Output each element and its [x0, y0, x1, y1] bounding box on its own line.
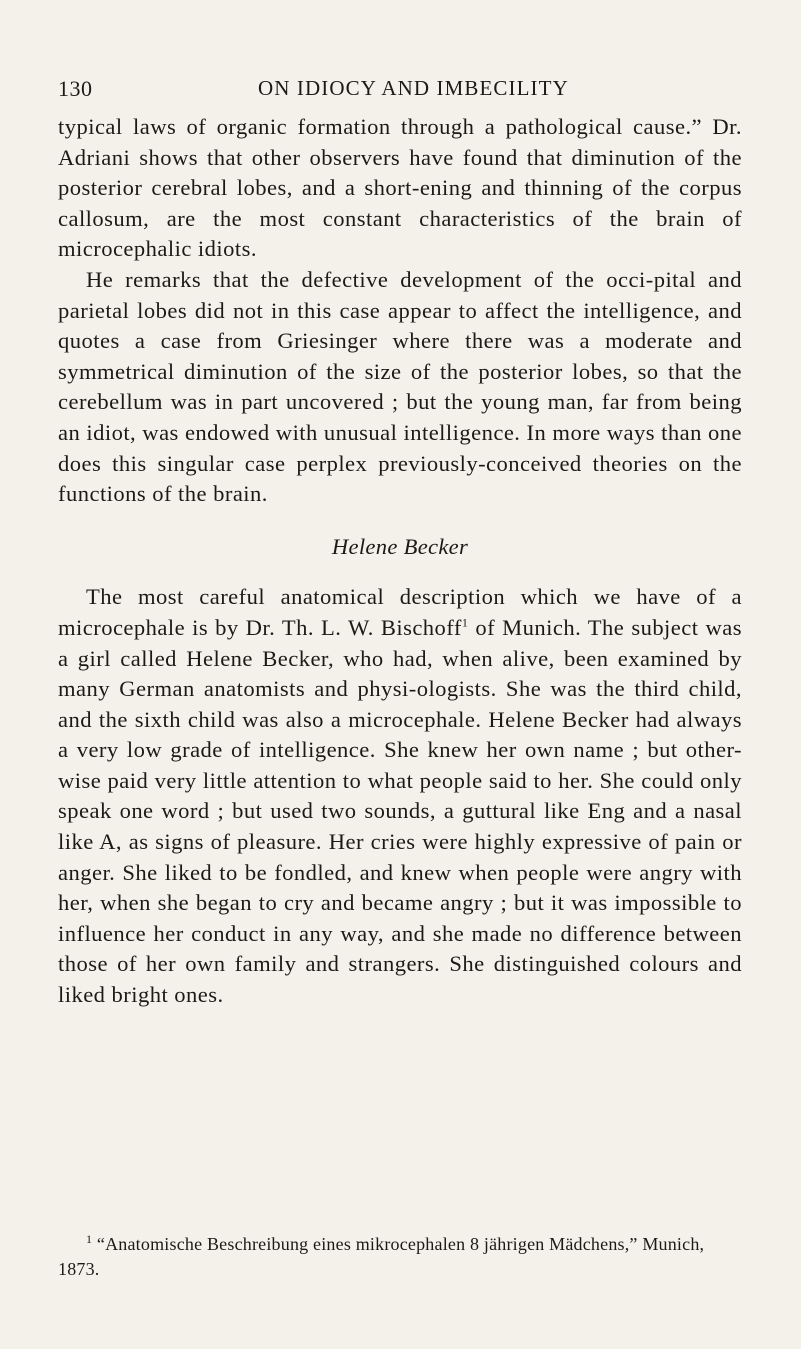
- paragraph-text-end: of Munich. The subject was a girl called Helene Becker, who had, when alive, been examined by many German anatomists and physi-ologists. She was the third child, and the sixth child was also a microcephale. Helene Becker had always a very low grade of intelligence. She knew her own name ; but other-wise paid very little attention to what people said to her. She could only speak one word ; but used two sounds, a guttural like Eng and a nasal like A, as signs of pleasure. Her cries were highly expressive of pain or anger. She liked to be fondled, and knew when people were angry with her, when she began to cry and became angry ; but it was impossible to influence her conduct in any way, and she made no difference between those of her own family and strangers. She distinguished colours and liked bright ones.: [58, 614, 742, 1008]
- running-title: ON IDIOCY AND IMBECILITY: [258, 76, 569, 100]
- running-head: [58, 76, 742, 106]
- paragraph-griesinger: He remarks that the defective development of the occi-pital and parietal lobes did not in this case appear to affect the intelligence, and quotes a case from Griesinger where there was a moderate and symmetrical diminution of the size of the posterior lobes, so that the cerebellum was in part uncovered ; but the young man, far from being an idiot, was endowed with unusual intelligence. In more ways than one does this singular case perplex previously-conceived theories on the functions of the brain.: [58, 266, 742, 507]
- body-text: [58, 112, 742, 1011]
- paragraph-text-start: The most careful anatomical description which we have of a microcephale is by Dr. Th. L. W. Bischoff: [58, 584, 742, 640]
- footnote: [58, 1232, 742, 1282]
- footnote-mark: 1: [86, 1232, 93, 1246]
- page-number: 130: [58, 76, 93, 101]
- section-heading: Helene Becker: [331, 533, 469, 559]
- paragraph-helene-becker: [58, 582, 742, 1010]
- footnote-body: [58, 1232, 742, 1282]
- footnote-text: “Anatomische Beschreibung eines mikrocephalen 8 jährigen Mädchens,” Munich, 1873.: [58, 1234, 705, 1279]
- footnote-reference: 1: [461, 615, 469, 630]
- paragraph-continued: typical laws of organic formation through a pathological cause.” Dr. Adriani shows that other observers have found that diminution of the posterior cerebral lobes, and a short-ening and thinning of the corpus callosum, are the most constant characteristics of the brain of microcephalic idiots.: [58, 114, 742, 262]
